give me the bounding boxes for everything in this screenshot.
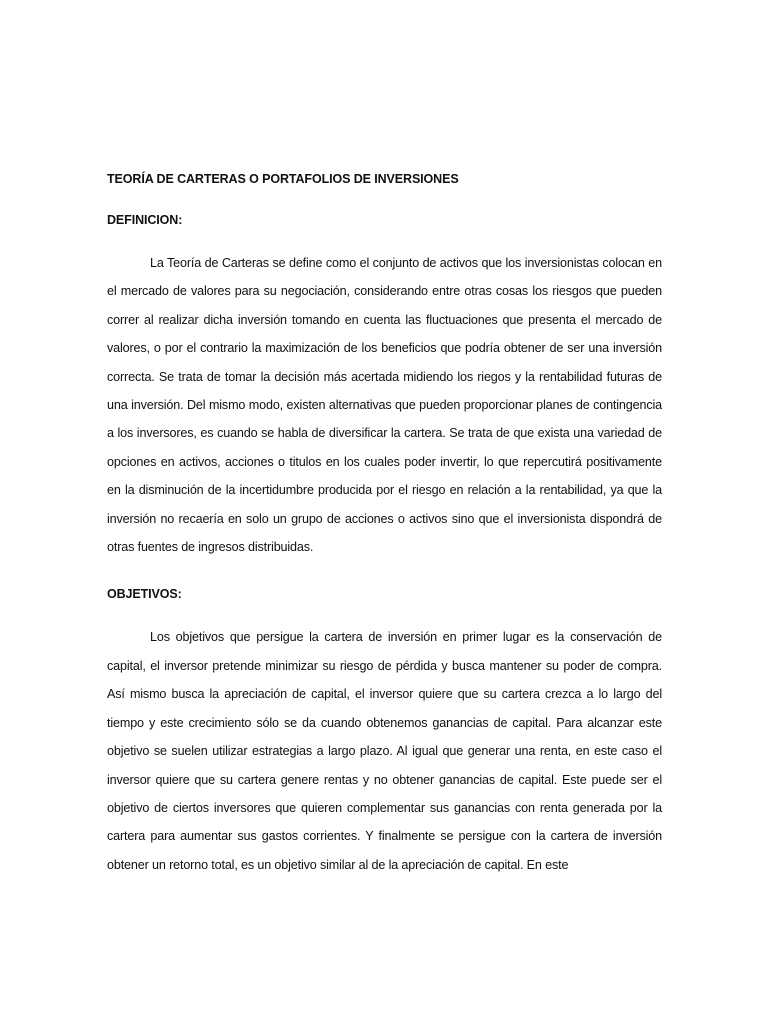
paragraph-objetivos: Los objetivos que persigue la cartera de inversión en primer lugar es la conservación de capital, el inversor pretende minimizar su riesgo de pérdida y busca mantener su poder de compra. Así mismo busca la apreciación de capital, el inversor quiere que su cartera crezca a lo largo del tiempo y este crecimiento sólo se da cuando obtenemos ganancias de capital. Para alcanzar este objetivo se suelen utilizar estrategias a largo plazo. Al igual que generar una renta, en este caso el inversor quiere que su cartera genere rentas y no obtener ganancias de capital. Este puede ser el objetivo de ciertos inversores que quieren complementar sus ganancias con renta generada por la cartera para aumentar sus gastos corrientes. Y finalmente se persigue con la cartera de inversión obtener un retorno total, es un objetivo similar al de la apreciación de capital. En este bbox=[107, 630, 662, 872]
document-body bbox=[107, 172, 662, 879]
section-heading-objetivos: OBJETIVOS: bbox=[107, 587, 182, 602]
document-title: TEORÍA DE CARTERAS O PORTAFOLIOS DE INVERSIONES bbox=[107, 172, 459, 186]
paragraph-definicion: La Teoría de Carteras se define como el conjunto de activos que los inversionistas colocan en el mercado de valores para su negociación, considerando entre otras cosas los riesgos que pueden correr al realizar dicha inversión tomando en cuenta las fluctuaciones que presenta el mercado de valores, o por el contrario la maximización de los beneficios que podría obtener de ser una inversión correcta. Se trata de tomar la decisión más acertada midiendo los riegos y la rentabilidad futuras de una inversión. Del mismo modo, existen alternativas que pueden proporcionar planes de contingencia a los inversores, es cuando se habla de diversificar la cartera. Se trata de que exista una variedad de opciones en activos, acciones o titulos en los cuales poder invertir, lo que repercutirá positivamente en la disminución de la incertidumbre producida por el riesgo en relación a la rentabilidad, ya que la inversión no recaería en solo un grupo de acciones o activos sino que el inversionista dispondrá de otras fuentes de ingresos distribuidas. bbox=[107, 256, 662, 555]
section-heading-definicion: DEFINICION: bbox=[107, 213, 183, 227]
